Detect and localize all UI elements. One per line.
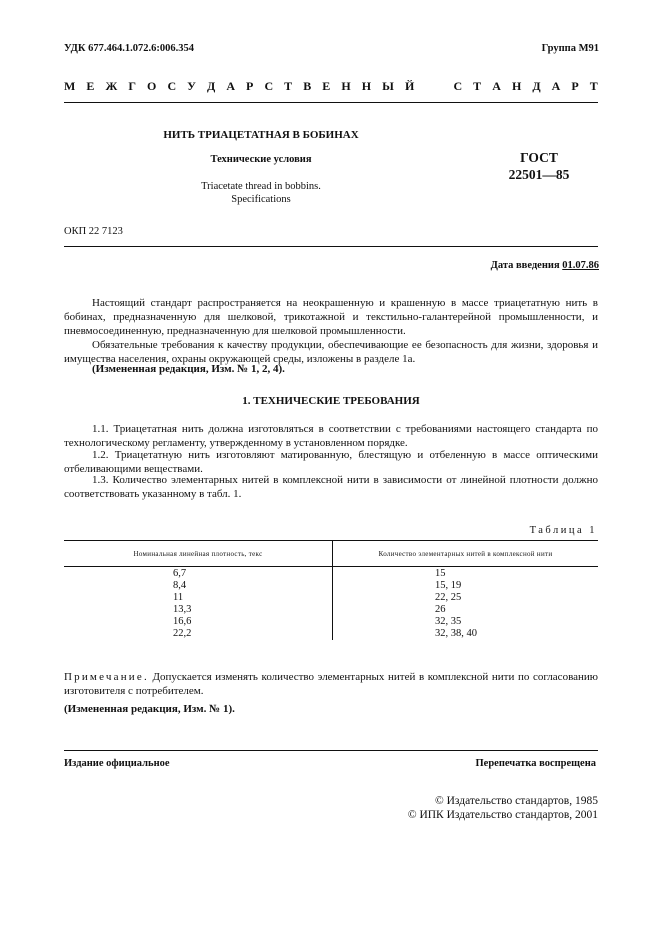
interstate-letter: Р	[571, 79, 579, 93]
table-caption: Таблица 1	[529, 525, 597, 536]
cell-density: 13,3	[64, 604, 333, 616]
table-note	[64, 670, 598, 698]
cell-density: 11	[64, 592, 333, 604]
interstate-letter: В	[303, 79, 312, 93]
interstate-letter	[439, 79, 442, 94]
gost-designation	[494, 149, 584, 183]
header-density: Номинальная линейная плотность, текс	[64, 541, 333, 567]
clause-1-1: 1.1. Триацетатная нить должна изготовляться в соответствии с требованиями настоящего стандарта по технологическому регламенту, утвержденному в установленном порядке.	[64, 423, 598, 449]
header-rule	[64, 102, 598, 103]
amendment-note-1: (Измененная редакция, Изм. № 1, 2, 4).	[92, 363, 285, 375]
intro-date-value: 01.07.86	[562, 260, 599, 271]
clause-1-3: 1.3. Количество элементарных нитей в комплексной нити в зависимости от линейной плотности должно соответствовать указанному в табл. 1.	[64, 474, 598, 500]
section-title: 1. ТЕХНИЧЕСКИЕ ТРЕБОВАНИЯ	[242, 395, 420, 407]
interstate-letter	[425, 79, 428, 94]
amendment-note-2: (Измененная редакция, Изм. № 1).	[64, 703, 235, 715]
reprint-prohibited-label: Перепечатка воспрещена	[475, 758, 596, 769]
udk-code: УДК 677.464.1.072.6:006.354	[64, 43, 194, 54]
interstate-letter: Т	[589, 79, 598, 93]
cell-filament-count: 15	[435, 568, 446, 579]
interstate-letter: А	[551, 79, 561, 93]
table-row	[64, 628, 598, 640]
paragraph-mandatory: Обязательные требования к качеству продукции, обеспечивающие ее безопасность для жизни, здоровья и имущества населения, охраны окружающей среды, изложены в разделе 1а.	[64, 339, 598, 365]
cell-filament-count: 32, 35	[435, 616, 462, 627]
interstate-letter: У	[187, 79, 196, 93]
cell-density: 16,6	[64, 616, 333, 628]
interstate-letter: Й	[404, 79, 415, 93]
footer-rule	[64, 750, 598, 751]
title-rule	[64, 246, 598, 247]
interstate-letter: Н	[361, 79, 372, 93]
official-edition-label: Издание официальное	[64, 758, 170, 769]
interstate-letter: Д	[207, 79, 216, 93]
table-row	[64, 567, 598, 581]
interstate-letter: Р	[246, 79, 254, 93]
interstate-letter: С	[264, 79, 274, 93]
table-row	[64, 592, 598, 604]
cell-filament-count: 15, 19	[435, 580, 462, 591]
cell-density: 8,4	[64, 580, 333, 592]
interstate-letter: А	[226, 79, 235, 93]
interstate-letter: М	[64, 79, 76, 93]
cell-density: 22,2	[64, 628, 333, 640]
interstate-letter: Н	[341, 79, 351, 93]
english-title	[130, 180, 392, 206]
interstate-letter: О	[147, 79, 157, 93]
copyright-2001: © ИПК Издательство стандартов, 2001	[407, 809, 598, 821]
cell-density: 6,7	[64, 567, 333, 581]
cell-filament-count: 26	[435, 604, 446, 615]
interstate-standard-heading	[64, 79, 598, 94]
interstate-letter: Ы	[382, 79, 394, 93]
interstate-letter: Н	[511, 79, 522, 93]
table-header-row	[64, 541, 598, 567]
note-label: Примечание.	[64, 671, 149, 683]
density-table	[64, 540, 598, 640]
intro-date	[491, 260, 599, 271]
interstate-letter: Е	[322, 79, 331, 93]
gost-label: ГОСТ	[520, 150, 558, 165]
header-filament-count: Количество элементарных нитей в комплексной нити	[333, 541, 599, 567]
interstate-letter: С	[453, 79, 463, 93]
interstate-letter: Д	[532, 79, 541, 93]
cell-filament-count: 32, 38, 40	[435, 628, 477, 639]
interstate-letter: С	[167, 79, 177, 93]
interstate-letter: Е	[86, 79, 95, 93]
document-subtitle: Технические условия	[210, 154, 312, 165]
english-title-line1: Triacetate thread in bobbins.	[201, 181, 321, 192]
okp-code: ОКП 22 7123	[64, 226, 123, 237]
document-title: НИТЬ ТРИАЦЕТАТНАЯ В БОБИНАХ	[163, 129, 359, 141]
interstate-letter: Т	[284, 79, 293, 93]
table-row	[64, 604, 598, 616]
interstate-letter: Ж	[105, 79, 118, 93]
group-code: Группа М91	[541, 43, 599, 54]
interstate-letter: Г	[128, 79, 136, 93]
english-title-line2: Specifications	[231, 194, 291, 205]
gost-number: 22501—85	[508, 167, 570, 182]
table-row	[64, 580, 598, 592]
table-row	[64, 616, 598, 628]
cell-filament-count: 22, 25	[435, 592, 462, 603]
interstate-letter: А	[492, 79, 501, 93]
interstate-letter: Т	[473, 79, 482, 93]
paragraph-scope: Настоящий стандарт распространяется на неокрашенную и крашенную в массе триацетатную нить в бобинах, предназначенную для шелковой, трикотажной и текстильно-галантерейной промышленности, и пневмосоединенную, предназначенную для шелковой промышленности.	[64, 297, 598, 337]
note-text: Допускается изменять количество элементарных нитей в комплексной нити по согласованию изготовителя с потребителем.	[64, 671, 598, 697]
intro-date-label: Дата введения	[490, 260, 560, 271]
copyright-1985: © Издательство стандартов, 1985	[434, 795, 598, 807]
clause-1-2: 1.2. Триацетатную нить изготовляют матированную, блестящую и отбеленную в массе оптическими отбеливающими веществами.	[64, 449, 598, 475]
